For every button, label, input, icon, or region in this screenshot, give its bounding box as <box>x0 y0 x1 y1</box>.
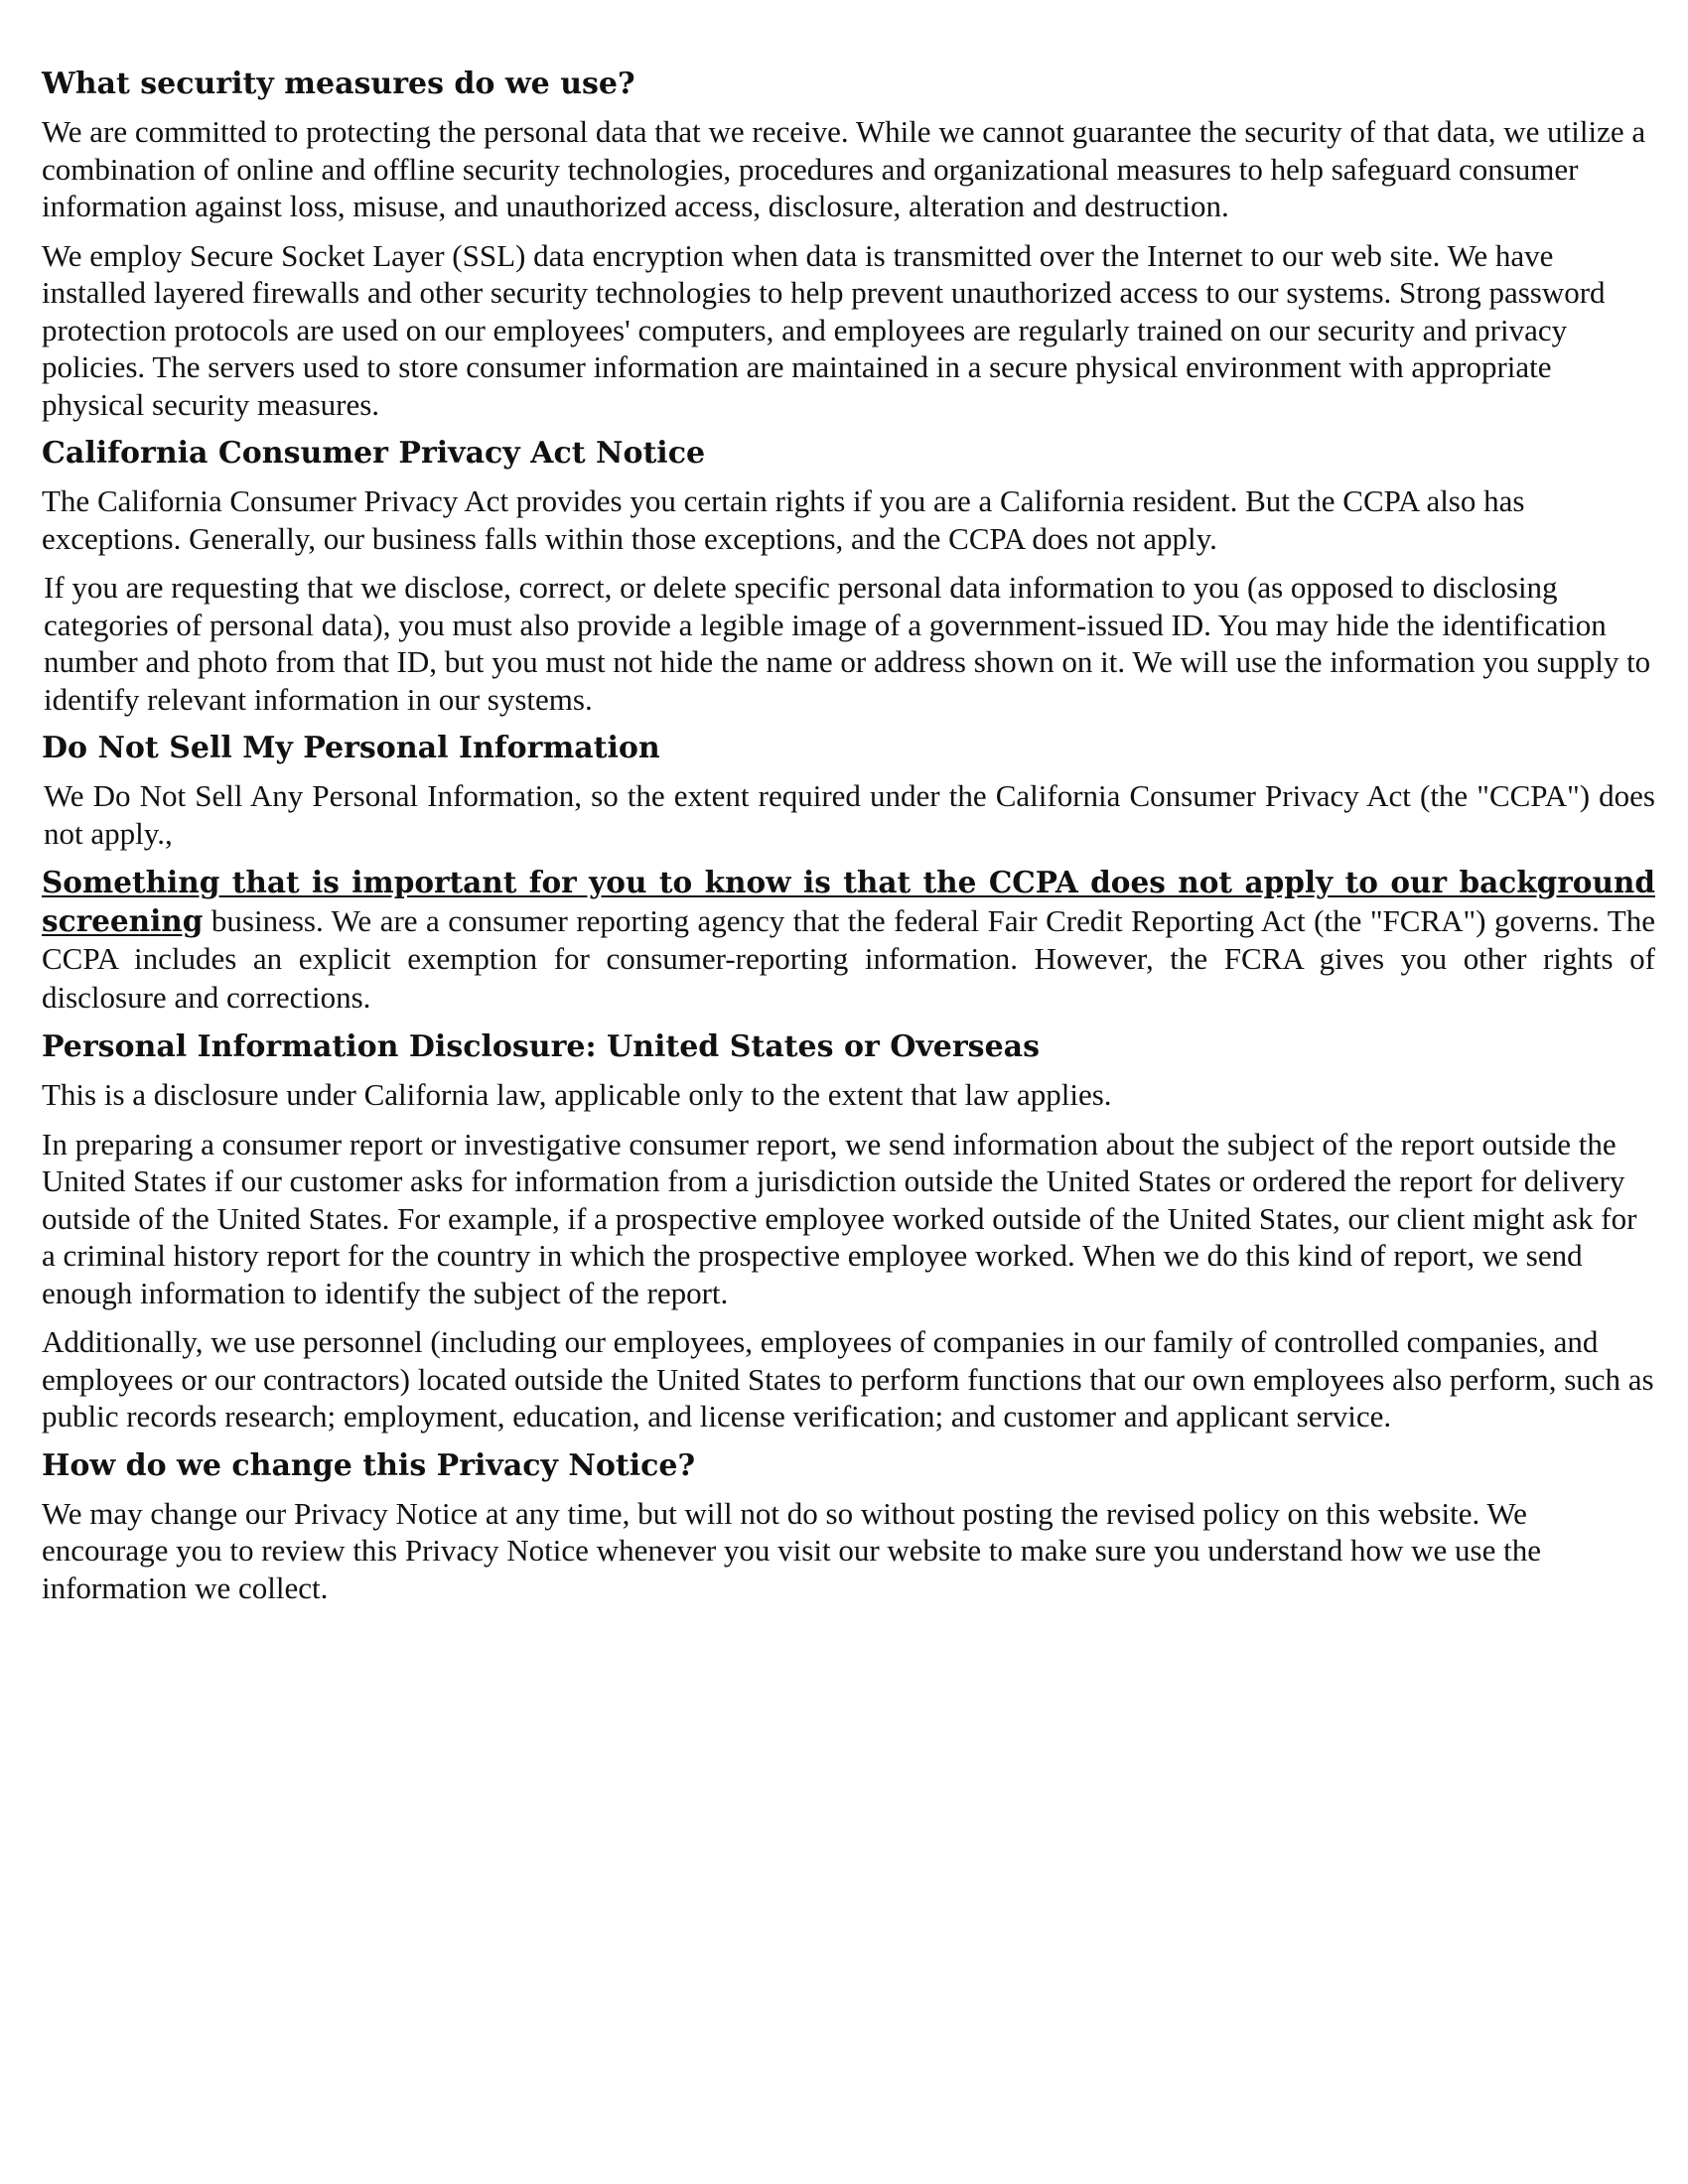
changes-paragraph-1: We may change our Privacy Notice at any time, but will not do so without posting the revised policy on this website. We encourage you to review this Privacy Notice whenever you visit our website to make sure you understand how we use the information we collect. <box>42 1495 1541 1605</box>
do-not-sell-paragraph-1: We Do Not Sell Any Personal Information, so the extent required under the California Consumer Privacy Act (the "CCPA") does not apply., <box>44 778 1655 851</box>
security-heading: What security measures do we use? <box>42 67 635 101</box>
do-not-sell-heading: Do Not Sell My Personal Information <box>42 731 660 765</box>
ccpa-paragraph-2: If you are requesting that we disclose, correct, or delete specific personal data information to you (as opposed to disclosing categories of personal data), you must also provide a legible image of a government-issued ID. You may hide the identification number and photo from that ID, but you must not hide the name or address shown on it. We will use the information you supply to identify relevant information in our systems. <box>44 570 1651 717</box>
ccpa-paragraph-1: The California Consumer Privacy Act provides you certain rights if you are a California resident. But the CCPA also has exceptions. Generally, our business falls within those exceptions, and the CCPA does not apply. <box>42 483 1525 556</box>
overseas-paragraph-2: In preparing a consumer report or investigative consumer report, we send information about the subject of the report outside the United States if our customer asks for information from a jurisdiction outside the United States or ordered the report for delivery outside of the United States. For example, if a prospective employee worked outside of the United States, our client might ask for a criminal history report for the country in which the prospective employee worked. When we do this kind of report, we send enough information to identify the subject of the report. <box>42 1126 1637 1310</box>
security-paragraph-1: We are committed to protecting the personal data that we receive. While we cannot guarantee the security of that data, we utilize a combination of online and offline security technologies, procedures and organizational measures to help safeguard consumer information against loss, misuse, and unauthorized access, disclosure, alteration and destruction. <box>42 114 1646 223</box>
background-screening-text: business. We are a consumer reporting agency that the federal Fair Credit Reporting Act (the "FCRA") governs. The CCPA includes an explicit exemption for consumer-reporting information. However, the FCRA gives you other rights of disclosure and corrections. <box>42 902 1655 1015</box>
background-screening-emphasis: Something that is important for you to know is that the CCPA does not apply to our background screening <box>42 865 1655 938</box>
privacy-notice-page <box>42 66 1655 1618</box>
security-paragraph-2: We employ Secure Socket Layer (SSL) data encryption when data is transmitted over the Internet to our web site. We have installed layered firewalls and other security technologies to help prevent unauthorized access to our systems. Strong password protection protocols are used on our employees' computers, and employees are regularly trained on our security and privacy policies. The servers used to store consumer information are maintained in a secure physical environment with appropriate physical security measures. <box>42 237 1606 422</box>
background-screening-paragraph <box>42 864 1655 1017</box>
ccpa-heading: California Consumer Privacy Act Notice <box>42 436 706 471</box>
overseas-paragraph-1: This is a disclosure under California law, applicable only to the extent that law applies. <box>42 1077 1112 1112</box>
overseas-heading: Personal Information Disclosure: United States or Overseas <box>42 1029 1040 1064</box>
overseas-paragraph-3: Additionally, we use personnel (including our employees, employees of companies in our family of controlled companies, and employees or our contractors) located outside the United States to perform functions that our own employees also perform, such as public records research; employment, education, and license verification; and customer and applicant service. <box>42 1324 1654 1433</box>
changes-heading: How do we change this Privacy Notice? <box>42 1447 696 1483</box>
